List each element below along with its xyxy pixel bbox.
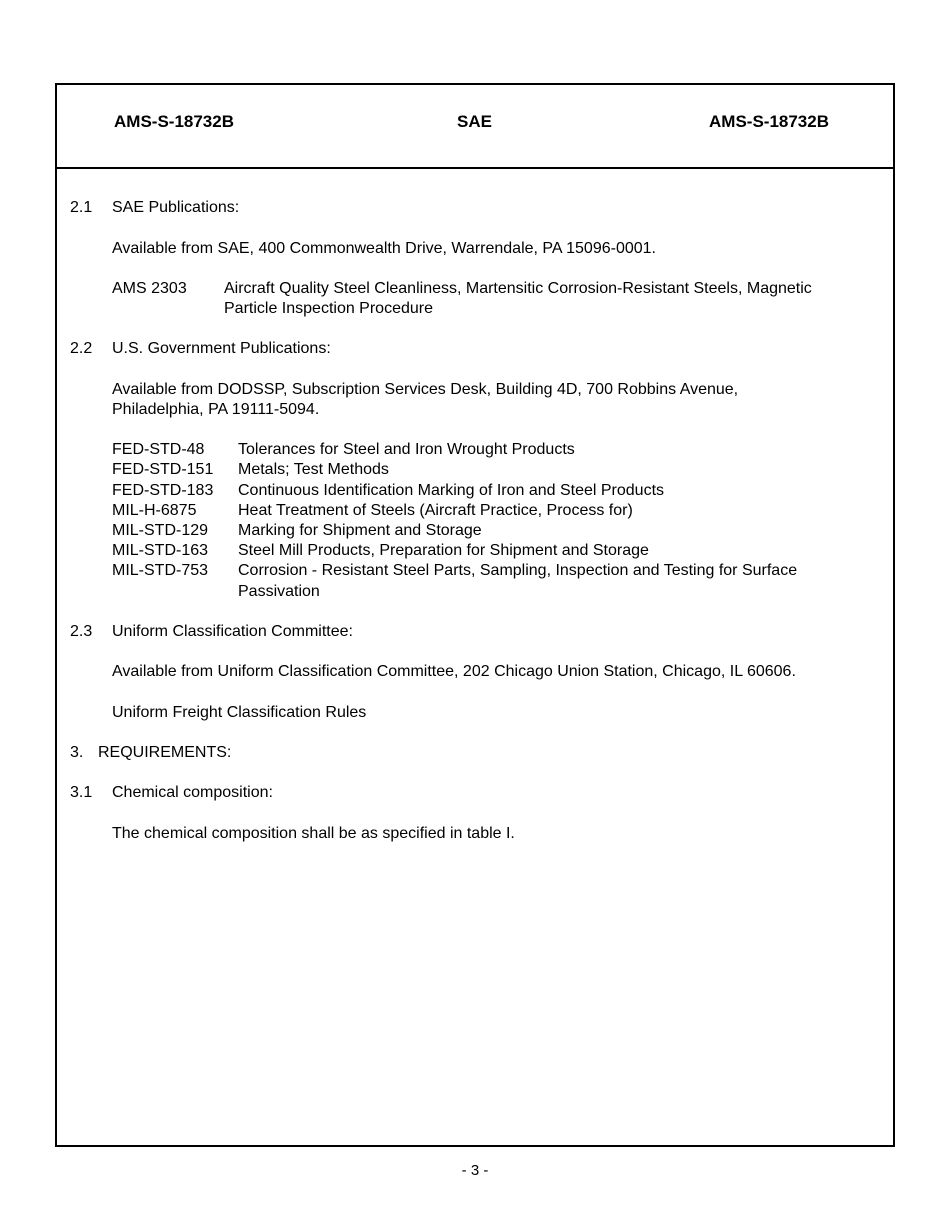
reference-title: Corrosion - Resistant Steel Parts, Sampling, Inspection and Testing for Surface [238, 562, 798, 579]
section-number: 2.2 [70, 340, 93, 357]
reference-title: Tolerances for Steel and Iron Wrought Products [238, 441, 575, 458]
reference-title: Aircraft Quality Steel Cleanliness, Martensitic Corrosion-Resistant Steels, Magnetic [224, 280, 812, 297]
reference-title: Steel Mill Products, Preparation for Shipment and Storage [238, 542, 649, 559]
body-paragraph: The chemical composition shall be as specified in table I. [112, 825, 515, 842]
availability-text: Available from Uniform Classification Committee, 202 Chicago Union Station, Chicago, IL 60606. [112, 663, 796, 680]
reference-code: AMS 2303 [112, 280, 187, 297]
section-number: 2.3 [70, 623, 93, 640]
reference-title-continued: Particle Inspection Procedure [224, 300, 433, 317]
page-number: - 3 - [461, 1162, 489, 1179]
header-doc-id-right: AMS-S-18732B [709, 112, 829, 131]
section-title: U.S. Government Publications: [112, 340, 331, 357]
reference-code: MIL-H-6875 [112, 502, 197, 519]
reference-title-continued: Passivation [238, 583, 320, 600]
section-title: Chemical composition: [112, 784, 273, 801]
header-organization: SAE [457, 112, 492, 131]
document-header [57, 85, 893, 169]
section-title: Uniform Classification Committee: [112, 623, 353, 640]
availability-text: Available from SAE, 400 Commonwealth Drive, Warrendale, PA 15096-0001. [112, 240, 656, 257]
reference-code: MIL-STD-753 [112, 562, 209, 579]
section-title: REQUIREMENTS: [98, 744, 232, 761]
reference-code: FED-STD-48 [112, 441, 205, 458]
section-title: SAE Publications: [112, 199, 240, 216]
reference-code: FED-STD-183 [112, 482, 214, 499]
reference-code: MIL-STD-163 [112, 542, 209, 559]
reference-title: Marking for Shipment and Storage [238, 522, 482, 539]
reference-title: Uniform Freight Classification Rules [112, 704, 367, 721]
section-number: 3. [70, 744, 84, 761]
section-number: 2.1 [70, 199, 93, 216]
reference-title: Continuous Identification Marking of Iron and Steel Products [238, 482, 665, 499]
reference-title: Metals; Test Methods [238, 461, 389, 478]
reference-code: MIL-STD-129 [112, 522, 209, 539]
reference-code: FED-STD-151 [112, 461, 214, 478]
availability-text-continued: Philadelphia, PA 19111-5094. [112, 401, 320, 418]
header-doc-id-left: AMS-S-18732B [114, 112, 234, 131]
reference-title: Heat Treatment of Steels (Aircraft Practice, Process for) [238, 502, 633, 519]
section-number: 3.1 [70, 784, 93, 801]
availability-text: Available from DODSSP, Subscription Services Desk, Building 4D, 700 Robbins Avenue, [112, 381, 739, 398]
